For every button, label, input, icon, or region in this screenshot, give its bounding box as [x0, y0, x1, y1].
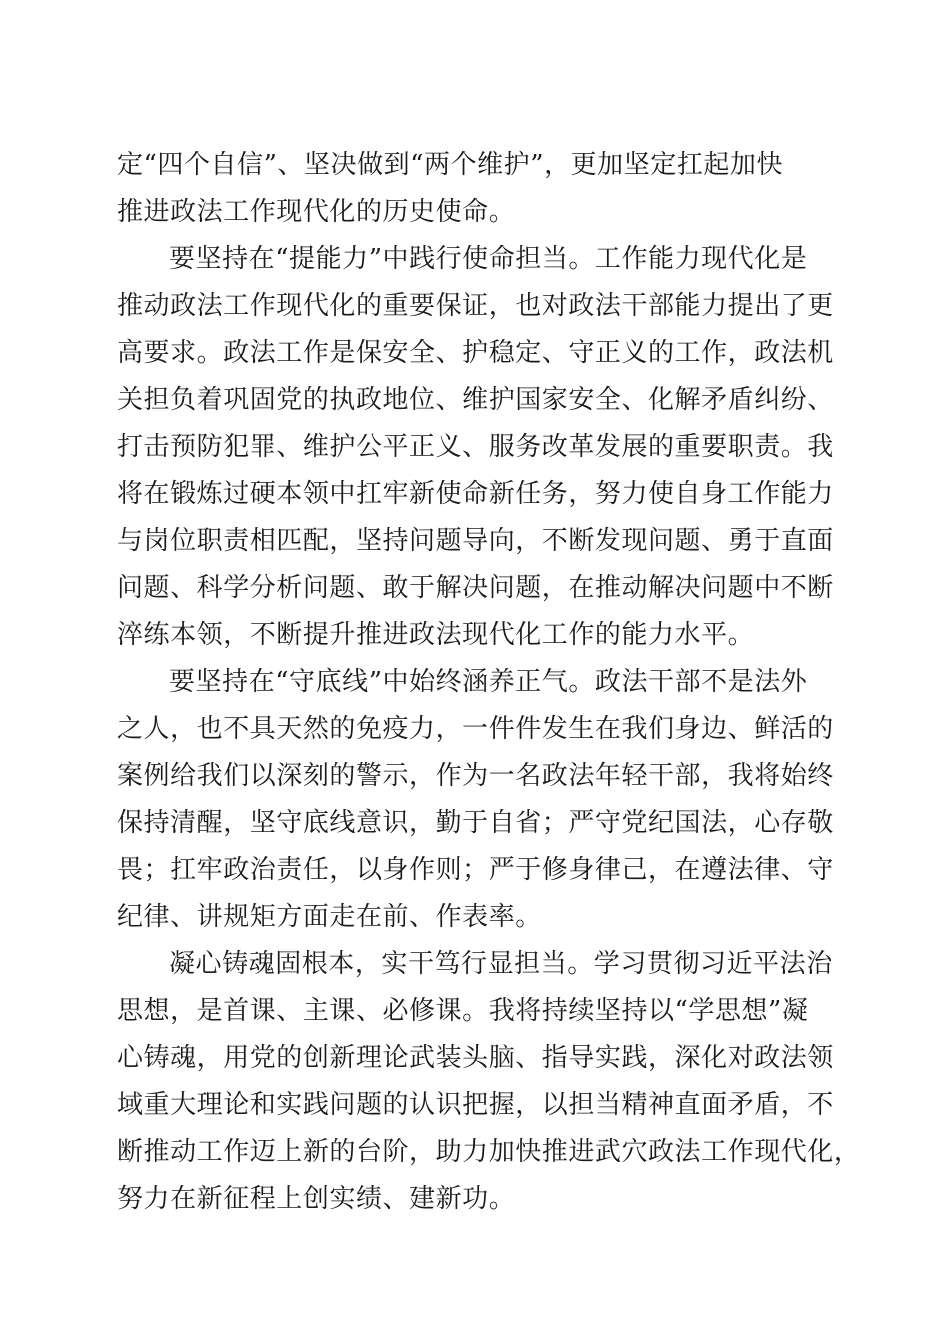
text-line: 凝心铸魂固根本，实干笃行显担当。学习贯彻习近平法治 [169, 949, 833, 979]
text-line: 断推动工作迈上新的台阶，助力加快推进武穴政法工作现代化， [117, 1137, 861, 1167]
text-line: 思想，是首课、主课、必修课。我将持续坚持以“学思想”凝 [117, 996, 809, 1026]
paragraph-3 [117, 659, 834, 941]
text-line: 定“四个自信”、坚决做到“两个维护”，更加坚定扛起加快 [117, 150, 784, 180]
text-line: 关担负着巩固党的执政地位、维护国家安全、化解矛盾纠纷、 [117, 385, 834, 415]
text-line: 推进政法工作现代化的历史使命。 [117, 197, 516, 227]
text-line: 畏；扛牢政治责任，以身作则；严于修身律己，在遵法律、守 [117, 855, 834, 885]
paragraph-4 [117, 941, 861, 1223]
text-line: 要坚持在“提能力”中践行使命担当。工作能力现代化是 [169, 244, 808, 274]
text-line: 域重大理论和实践问题的认识把握，以担当精神直面矛盾，不 [117, 1090, 834, 1120]
text-line: 高要求。政法工作是保安全、护稳定、守正义的工作，政法机 [117, 338, 834, 368]
text-line: 淬练本领，不断提升推进政法现代化工作的能力水平。 [117, 620, 755, 650]
text-line: 问题、科学分析问题、敢于解决问题，在推动解决问题中不断 [117, 573, 834, 603]
text-line: 与岗位职责相匹配，坚持问题导向，不断发现问题、勇于直面 [117, 526, 834, 556]
document-body [117, 142, 861, 1223]
text-line: 案例给我们以深刻的警示，作为一名政法年轻干部，我将始终 [117, 761, 834, 791]
text-line: 保持清醒，坚守底线意识，勤于自省；严守党纪国法，心存敬 [117, 808, 834, 838]
text-line: 要坚持在“守底线”中始终涵养正气。政法干部不是法外 [169, 667, 808, 697]
paragraph-2 [117, 236, 834, 659]
text-line: 推动政法工作现代化的重要保证，也对政法干部能力提出了更 [117, 291, 834, 321]
text-line: 将在锻炼过硬本领中扛牢新使命新任务，努力使自身工作能力 [117, 479, 834, 509]
text-line: 心铸魂，用党的创新理论武装头脑、指导实践，深化对政法领 [117, 1043, 834, 1073]
text-line: 纪律、讲规矩方面走在前、作表率。 [117, 902, 542, 932]
text-line: 打击预防犯罪、维护公平正义、服务改革发展的重要职责。我 [117, 432, 834, 462]
text-line: 之人，也不具天然的免疫力，一件件发生在我们身边、鲜活的 [117, 714, 834, 744]
paragraph-1 [117, 142, 830, 236]
text-line: 努力在新征程上创实绩、建新功。 [117, 1184, 516, 1214]
